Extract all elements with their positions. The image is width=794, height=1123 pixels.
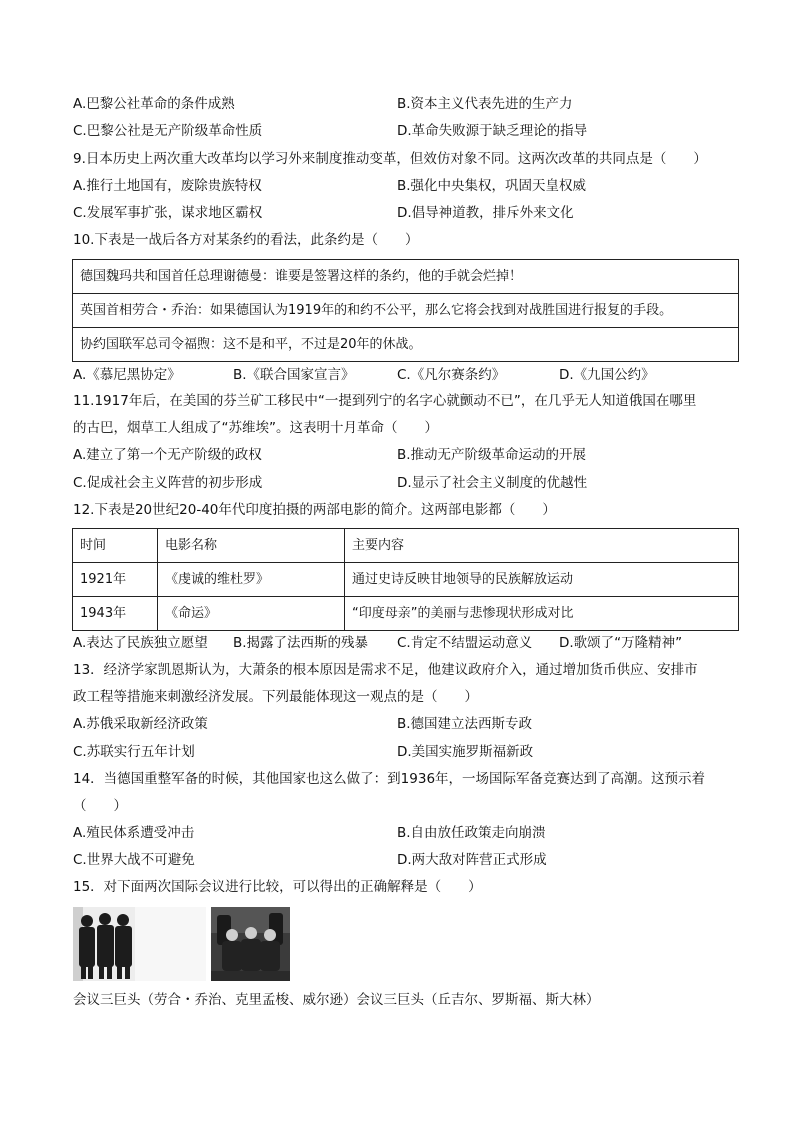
q12-option-a: A.表达了民族独立愿望	[73, 635, 208, 651]
q12-stem: 12.下表是20世纪20-40年代印度拍摄的两部电影的简介。这两部电影都（ ）	[73, 502, 556, 518]
q9-option-b: B.强化中央集权，巩固天皇权威	[397, 178, 587, 194]
q12-film-table	[72, 528, 739, 631]
q15-stem: 15．对下面两次国际会议进行比较，可以得出的正确解释是（ ）	[73, 879, 482, 895]
q12-cell-time: 1943年	[73, 597, 158, 631]
q14-stem-line2: （ ）	[73, 798, 127, 814]
q9-option-c: C.发展军事扩张，谋求地区霸权	[73, 205, 263, 221]
q12-header-time: 时间	[73, 529, 158, 563]
q13-option-b: B.德国建立法西斯专政	[397, 716, 533, 732]
wwii-conference-figures	[211, 907, 290, 981]
q8-option-b: B.资本主义代表先进的生产力	[397, 96, 573, 112]
q12-header-content: 主要内容	[345, 529, 739, 563]
q13-stem-line2: 政工程等措施来刺激经济发展。下列最能体现这一观点的是（ ）	[73, 689, 478, 705]
wwii-conference-photo	[211, 907, 290, 981]
q8-option-d: D.革命失败源于缺乏理论的指导	[397, 123, 588, 139]
q13-option-a: A.苏俄采取新经济政策	[73, 716, 208, 732]
q14-stem-line1: 14．当德国重整军备的时候，其他国家也这么做了：到1936年，一场国际军备竞赛达到了高潮。这预示着	[73, 771, 706, 787]
q12-cell-content: “印度母亲”的美丽与悲惨现状形成对比	[345, 597, 739, 631]
q10-option-b: B.《联合国家宣言》	[233, 367, 355, 383]
q13-option-d: D.美国实施罗斯福新政	[397, 744, 534, 760]
q8-option-c: C.巴黎公社是无产阶级革命性质	[73, 123, 263, 139]
q10-quote-row: 德国魏玛共和国首任总理谢德曼：谁要是签署这样的条约，他的手就会烂掉！	[73, 260, 739, 294]
q10-quote-table	[72, 259, 739, 362]
q14-option-a: A.殖民体系遭受冲击	[73, 825, 195, 841]
q12-option-b: B.揭露了法西斯的残暴	[233, 635, 369, 651]
q12-cell-content: 通过史诗反映甘地领导的民族解放运动	[345, 563, 739, 597]
q10-option-c: C.《凡尔赛条约》	[397, 367, 506, 383]
q14-option-b: B.自由放任政策走向崩溃	[397, 825, 546, 841]
q11-stem-line2: 的古巴，烟草工人组成了“苏维埃”。这表明十月革命（ ）	[73, 420, 438, 436]
q12-cell-title: 《虔诚的维杜罗》	[158, 563, 345, 597]
paris-conference-photo	[73, 907, 206, 981]
q15-photo-caption: 会议三巨头（劳合・乔治、克里孟梭、威尔逊）会议三巨头（丘吉尔、罗斯福、斯大林）	[73, 992, 600, 1008]
q10-option-a: A.《慕尼黑协定》	[73, 367, 181, 383]
q12-option-c: C.肯定不结盟运动意义	[397, 635, 533, 651]
q12-option-d: D.歌颂了“万隆精神”	[559, 635, 683, 651]
q10-stem: 10.下表是一战后各方对某条约的看法，此条约是（ ）	[73, 232, 419, 248]
q9-stem: 9.日本历史上两次重大改革均以学习外来制度推动变革，但效仿对象不同。这两次改革的共同点是（ ）	[73, 151, 707, 167]
q11-option-b: B.推动无产阶级革命运动的开展	[397, 447, 587, 463]
q13-stem-line1: 13．经济学家凯恩斯认为，大萧条的根本原因是需求不足，他建议政府介入，通过增加货币供应、安排市	[73, 662, 698, 678]
q10-quote-row: 协约国联军总司令福煦：这不是和平，不过是20年的休战。	[73, 328, 739, 362]
q13-option-c: C.苏联实行五年计划	[73, 744, 195, 760]
paris-conference-figures	[73, 907, 206, 981]
q11-stem-line1: 11.1917年后，在美国的芬兰矿工移民中“一提到列宁的名字心就颤动不已”，在几乎无人知道俄国在哪里	[73, 393, 697, 409]
q9-option-d: D.倡导神道教，排斥外来文化	[397, 205, 574, 221]
q12-cell-time: 1921年	[73, 563, 158, 597]
q12-cell-title: 《命运》	[158, 597, 345, 631]
q11-option-c: C.促成社会主义阵营的初步形成	[73, 475, 263, 491]
q11-option-d: D.显示了社会主义制度的优越性	[397, 475, 588, 491]
q9-option-a: A.推行土地国有，废除贵族特权	[73, 178, 262, 194]
q11-option-a: A.建立了第一个无产阶级的政权	[73, 447, 262, 463]
q10-quote-row: 英国首相劳合・乔治：如果德国认为1919年的和约不公平，那么它将会找到对战胜国进行报复的手段。	[73, 294, 739, 328]
q14-option-d: D.两大敌对阵营正式形成	[397, 852, 547, 868]
q12-header-title: 电影名称	[158, 529, 345, 563]
q8-option-a: A.巴黎公社革命的条件成熟	[73, 96, 235, 112]
q10-option-d: D.《九国公约》	[559, 367, 655, 383]
q14-option-c: C.世界大战不可避免	[73, 852, 195, 868]
